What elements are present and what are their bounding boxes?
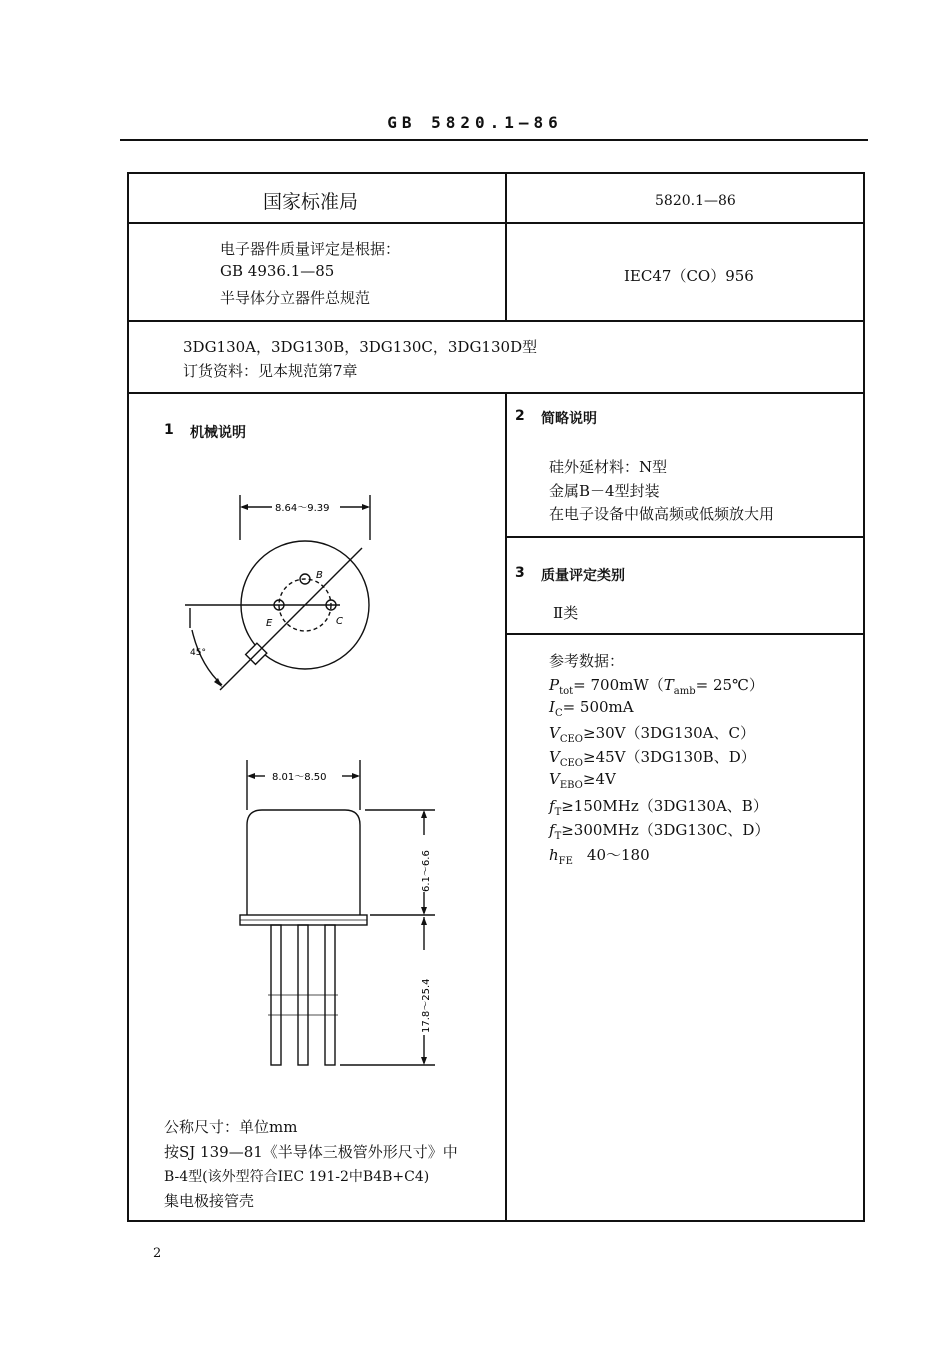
dim-height-label: 6.1～6.6: [421, 850, 432, 892]
outline-drawing: [150, 480, 490, 1080]
reference-title: 参考数据：: [549, 652, 625, 670]
ref-vceo-ac: $V_{CEO}\ge 30V(3DG130A$、C）: [549, 724, 755, 745]
row-line-2: [129, 320, 863, 322]
dim-lead-label: 17.8～25.4: [421, 978, 432, 1033]
row-line-1: [129, 222, 863, 224]
note-collector: 集电极接管壳: [164, 1192, 255, 1210]
section2-title: 简略说明: [541, 411, 597, 427]
pin-c-label: C: [336, 616, 343, 627]
document-code: GB 5820.1—86: [387, 113, 563, 132]
order-info: 订货资料：见本规范第7章: [183, 362, 358, 380]
ref-ft-ab: $f_T\ge 150MHz(3DG130A$、B）: [549, 797, 768, 818]
section3-number: 3: [515, 565, 525, 581]
ref-ptot: $P_{tot}= 700mW(T_{amb}=$ 25℃）: [549, 676, 764, 697]
application-line: 在电子设备中做高频或低频放大用: [549, 505, 775, 523]
basis-standard: GB 4936.1—85: [220, 262, 335, 280]
bureau-title: 国家标准局: [263, 191, 359, 213]
right-line-2: [505, 633, 863, 635]
note-outline-type: B-4型(该外型符合IEC 191-2中B4B+C4): [164, 1169, 430, 1185]
dim-width-label: 8.01～8.50: [272, 772, 327, 783]
section2-number: 2: [515, 408, 525, 424]
material-line: 硅外延材料：N型: [549, 458, 668, 476]
note-units: 公称尺寸：单位mm: [164, 1118, 298, 1136]
section3-title: 质量评定类别: [541, 568, 625, 584]
section1-number: 1: [164, 422, 174, 438]
page-number: 2: [153, 1246, 162, 1261]
package-line: 金属B－4型封装: [549, 482, 660, 500]
can-body: [247, 810, 360, 915]
section1-title: 机械说明: [190, 425, 246, 441]
ref-ft-cd: $f_T\ge 300MHz(3DG130C$、D）: [549, 821, 770, 842]
divider-top: [505, 174, 507, 320]
pin-b-label: B: [316, 570, 323, 581]
angle-label: 45°: [190, 648, 206, 658]
ref-hfe: $h_{FE}$ 40～180: [549, 846, 650, 867]
divider-bottom: [505, 392, 507, 1222]
basis-title: 半导体分立器件总规范: [220, 289, 371, 307]
pin-e-label: E: [266, 618, 273, 629]
right-line-1: [505, 536, 863, 538]
device-types: 3DG130A，3DG130B，3DG130C，3DG130D型: [183, 338, 538, 356]
ref-vebo: $V_{EBO}\ge 4V$: [549, 770, 616, 791]
dim-diameter-label: 8.64～9.39: [275, 503, 330, 514]
quality-class: Ⅱ类: [553, 604, 579, 622]
row-line-3: [129, 392, 863, 394]
basis-label: 电子器件质量评定是根据：: [220, 240, 401, 258]
ref-vceo-bd: $V_{CEO}\ge 45V(3DG130B$、D）: [549, 748, 756, 769]
header-rule: [120, 139, 868, 141]
iec-reference: IEC47（CO）956: [624, 267, 754, 285]
ref-ic: $I_C= 500mA$: [549, 698, 634, 719]
note-standard: 按SJ 139—81《半导体三极管外形尺寸》中: [164, 1143, 458, 1161]
spec-number: 5820.1—86: [655, 193, 736, 209]
